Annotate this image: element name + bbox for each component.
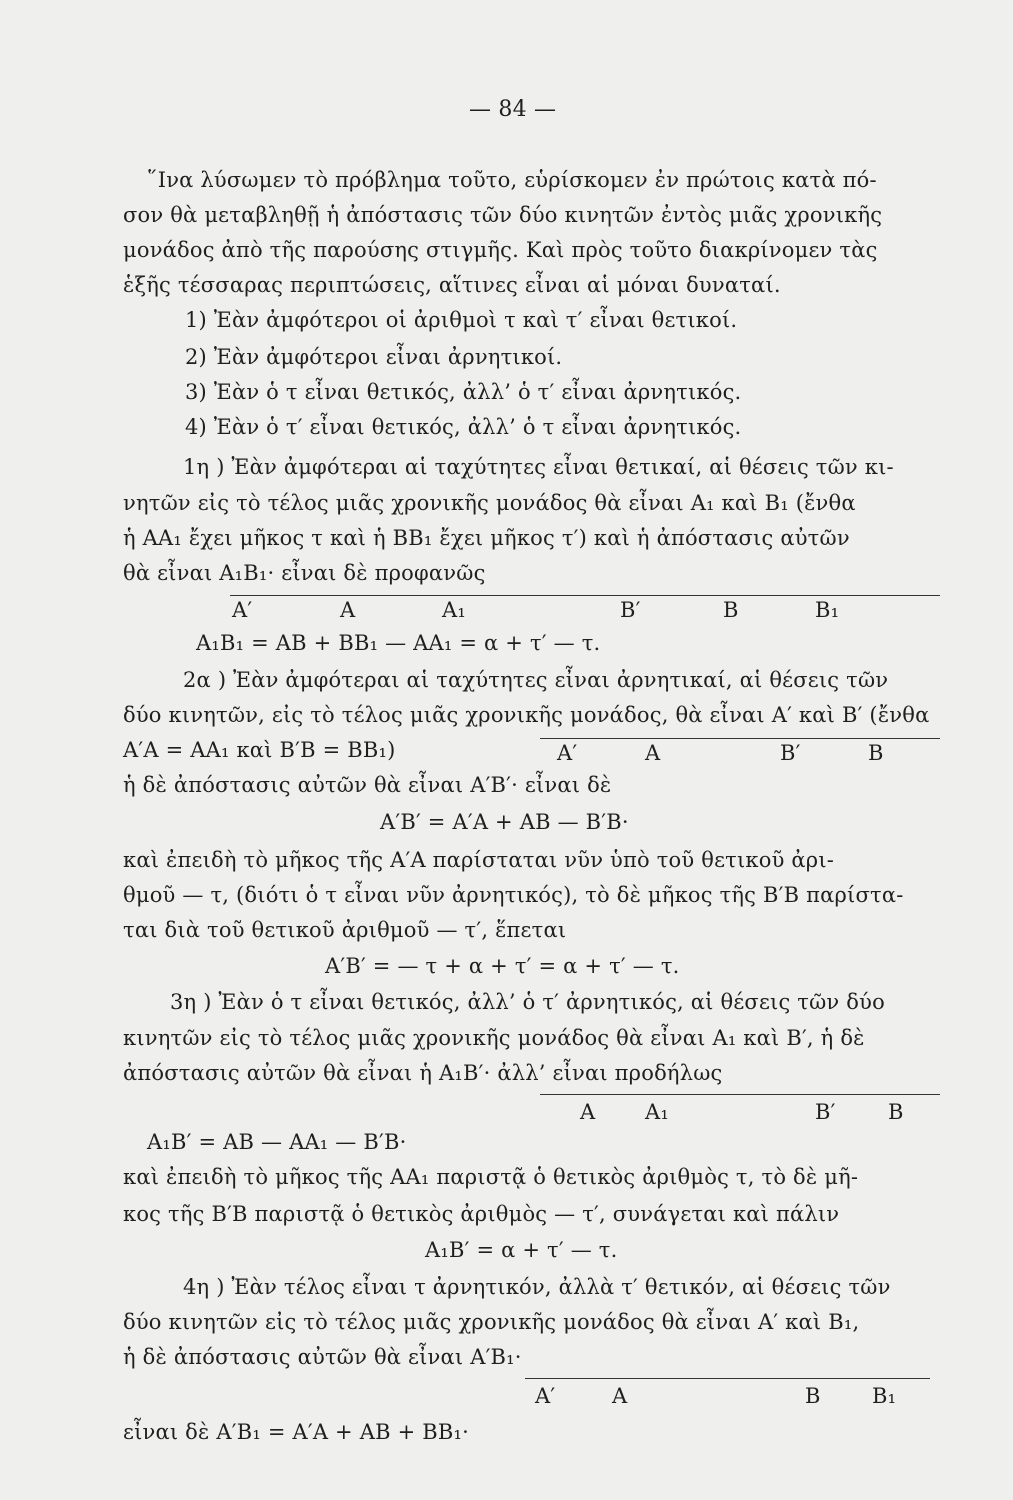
text-line: καὶ ἐπειδὴ τὸ μῆκος τῆς AA₁ παριστᾷ ὁ θετικὸς ἀριθμὸς τ, τὸ δὲ μῆ- [123,1165,859,1189]
text-line: νητῶν εἰς τὸ τέλος μιᾶς χρονικῆς μονάδος θὰ εἶναι A₁ καὶ B₁ (ἔνθα [123,491,856,515]
text-line: ῞Ινα λύσωμεν τὸ πρόβλημα τοῦτο, εὑρίσκομεν ἐν πρώτοις κατὰ πό- [147,168,877,192]
text-line: ἀπόστασις αὐτῶν θὰ εἶναι ἡ A₁B′· ἀλλ’ εἶναι προδήλως [123,1061,723,1085]
text-line: ἡ δὲ ἀπόστασις αὐτῶν θὰ εἶναι A′B₁· [123,1345,522,1369]
point-label: A [612,1384,628,1408]
text-line: σον θὰ μεταβληθῇ ἡ ἀπόστασις τῶν δύο κινητῶν ἐντὸς μιᾶς χρονικῆς [123,203,883,227]
text-line: ται διὰ τοῦ θετικοῦ ἀριθμοῦ — τ′, ἕπεται [123,918,567,942]
text-line: θὰ εἶναι A₁B₁· εἶναι δὲ προφανῶς [123,561,486,585]
text-line: κος τῆς B′B παριστᾷ ὁ θετικὸς ἀριθμὸς — τ′, συνάγεται καὶ πάλιν [123,1202,840,1226]
text-line: 3η ) Ἐὰν ὁ τ εἶναι θετικός, ἀλλ’ ὁ τ′ ἀρνητικός, αἱ θέσεις τῶν δύο [170,990,885,1014]
point-label: A′ [535,1384,556,1408]
point-label: A′ [232,598,253,622]
point-label: A [645,741,661,765]
point-label: A₁ [645,1100,669,1124]
point-label: B₁ [815,598,840,622]
point-label: B′ [815,1100,836,1124]
text-line: δύο κινητῶν εἰς τὸ τέλος μιᾶς χρονικῆς μονάδος θὰ εἶναι A′ καὶ B₁, [123,1310,860,1334]
case-item: 3) Ἐὰν ὁ τ εἶναι θετικός, ἀλλ’ ὁ τ′ εἶναι ἀρνητικός. [185,380,742,404]
case-item: 2) Ἐὰν ἀμφότεροι εἶναι ἀρνητικοί. [185,345,563,369]
text-line: 1η ) Ἐὰν ἀμφότεραι αἱ ταχύτητες εἶναι θετικαί, αἱ θέσεις τῶν κι- [183,455,894,479]
line-segment [230,595,940,596]
text-line: A′A = AA₁ καὶ B′B = BB₁) [123,738,396,762]
point-label: B [805,1384,821,1408]
point-label: B [888,1100,904,1124]
case-item: 4) Ἐὰν ὁ τ′ εἶναι θετικός, ἀλλ’ ὁ τ εἶναι ἀρνητικός. [185,415,742,439]
point-label: B′ [620,598,641,622]
text-line: μονάδος ἀπὸ τῆς παρούσης στιγμῆς. Καὶ πρὸς τοῦτο διακρίνομεν τὰς [123,238,878,262]
text-line: 4η ) Ἐὰν τέλος εἶναι τ ἀρνητικόν, ἀλλὰ τ′ θετικόν, αἱ θέσεις τῶν [183,1275,891,1299]
case-item: 1) Ἐὰν ἀμφότεροι οἱ ἀριθμοὶ τ καὶ τ′ εἶναι θετικοί. [185,308,738,332]
equation: A₁B′ = AB — AA₁ — B′B· [147,1130,407,1154]
point-label: B [868,741,884,765]
point-label: A [340,598,356,622]
text-line: καὶ ἐπειδὴ τὸ μῆκος τῆς A′A παρίσταται νῦν ὑπὸ τοῦ θετικοῦ ἀρι- [123,848,835,872]
text-line: κινητῶν εἰς τὸ τέλος μιᾶς χρονικῆς μονάδος θὰ εἶναι A₁ καὶ B′, ἡ δὲ [123,1026,865,1050]
text-line: θμοῦ — τ, (διότι ὁ τ εἶναι νῦν ἀρνητικός), τὸ δὲ μῆκος τῆς B′B παρίστα- [123,883,904,907]
line-segment [540,1094,940,1095]
equation: A₁B₁ = AB + BB₁ — AA₁ = α + τ′ — τ. [196,631,601,655]
text-line: ἡ δὲ ἀπόστασις αὐτῶν θὰ εἶναι A′B′· εἶναι δὲ [123,773,612,797]
point-label: A′ [557,741,578,765]
point-label: B₁ [872,1384,897,1408]
point-label: B′ [780,741,801,765]
line-segment [540,738,940,739]
equation: A′B′ = A′A + AB — B′B· [380,810,629,834]
text-line: ἑξῆς τέσσαρας περιπτώσεις, αἵτινες εἶναι αἱ μόναι δυναταί. [123,273,781,297]
equation: A′B′ = — τ + α + τ′ = α + τ′ — τ. [325,954,680,978]
point-label: A₁ [442,598,466,622]
point-label: B [723,598,739,622]
text-line: ἡ AA₁ ἔχει μῆκος τ καὶ ἡ BB₁ ἔχει μῆκος τ′) καὶ ἡ ἀπόστασις αὐτῶν [123,526,850,550]
text-line: 2α ) Ἐὰν ἀμφότεραι αἱ ταχύτητες εἶναι ἀρνητικαί, αἱ θέσεις τῶν [183,668,889,692]
equation: A₁B′ = α + τ′ — τ. [425,1238,618,1262]
text-line: δύο κινητῶν, εἰς τὸ τέλος μιᾶς χρονικῆς μονάδος, θὰ εἶναι A′ καὶ B′ (ἔνθα [123,703,930,727]
line-segment [525,1378,930,1379]
page-number: — 84 — [469,97,557,122]
point-label: A [580,1100,596,1124]
equation: εἶναι δὲ A′B₁ = A′A + AB + BB₁· [123,1420,470,1444]
